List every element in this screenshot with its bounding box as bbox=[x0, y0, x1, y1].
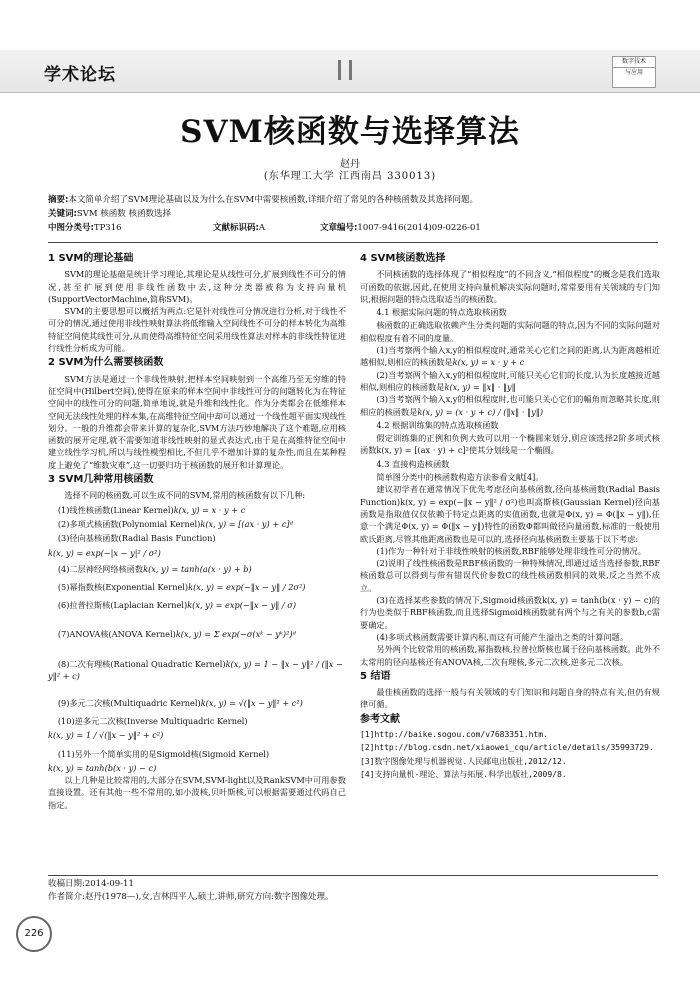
subsection-4-2: 4.2 根据训练集的特点选取核函数 bbox=[376, 419, 499, 430]
kernel-7: (7)ANOVA核(ANOVA Kernel)k(x, y) = Σ exp(−σ(xᵏ − yᵏ)²)ᵈ bbox=[57, 628, 296, 639]
received-date: 收稿日期:2014-09-11 bbox=[48, 879, 134, 889]
affiliation: (东华理工大学 江西南昌 330013) bbox=[263, 171, 437, 182]
reference: [4]支持向量机-理论、算法与拓展.科学出版社,2009/8. bbox=[360, 769, 567, 779]
formula: k(x, y) = tanh(b(x · y) − c) bbox=[48, 762, 157, 773]
paragraph: (3)在选择某些参数的情况下,Sigmoid核函数k(x, y) = tanh(b(x · y) − c)的行为也类似于RBF核函数,而且选择Sigmoid核函数就有两个与之有关的参数b,c需要确定。 bbox=[360, 595, 660, 630]
paragraph: (3)当考察两个输入x,y的相似程度时,也可能只关心它们的幅角而忽略其长度,则相应的核函数是k(x, y) = (x · y + c) / (‖x‖ · ‖y‖) bbox=[360, 394, 660, 417]
logo-bottom: 与应用 bbox=[624, 69, 643, 76]
subsection-4-3: 4.3 直接构造核函数 bbox=[376, 458, 450, 469]
paragraph: 简单图分类中的核函数构造方法参看文献[4]。 bbox=[376, 472, 544, 483]
kernel-4: (4)二层神经网络核函数k(x, y) = tanh(a(x · y) + b) bbox=[57, 563, 252, 574]
paragraph: 建议初学者在通常情况下优先考虑径向基核函数,径向基核函数(Radial Basis Function)k(x, y) = exp(−‖x − y‖² / σ²)也叫高斯核(Gaussian Kernel)径向基函数是指取值仅仅依赖于特定点距离的实值函数,也就是Φ(x, y) = Φ(‖x − y‖),任意一个满足Φ(x, y) = Φ(‖x − y‖)特性的函数Φ都叫做径向量函数,标准的一般使用欧氏距离,尽管其他距离函数也是可以的,选择径向基核函数主要基于以下考虑: bbox=[360, 484, 660, 544]
paper-title: SVM核函数与选择算法 bbox=[180, 114, 520, 150]
doc-label: 文献标识码: bbox=[213, 223, 259, 233]
logo-top: 数字技术 bbox=[613, 57, 655, 68]
formula: k(x, y) = exp(−|x − y|² / σ²) bbox=[48, 547, 161, 558]
paragraph: 以上几种是比较常用的,大部分在SVM,SVM-light以及RankSVM中可用参数直接设置。还有其他一些不常用的,如小波核,贝叶斯核,可以根据需要通过代码自己指定。 bbox=[48, 775, 346, 810]
section-title: 学术论坛 bbox=[44, 65, 116, 85]
paragraph: 核函数的正确选取依赖产生分类问题的实际问题的特点,因为不同的实际问题对相似程度有着不同的度量。 bbox=[360, 320, 660, 343]
formula: k(x, y) = tanh(a(x · y) + b) bbox=[143, 563, 252, 574]
article-number: 1007-9416(2014)09-0226-01 bbox=[357, 223, 481, 233]
abstract-block bbox=[48, 193, 658, 235]
clc-value: TP316 bbox=[93, 223, 122, 233]
right-column bbox=[360, 250, 660, 782]
kernel-2: (2)多项式核函数(Polynomial Kernel)k(x, y) = [(ax · y) + c]ᵈ bbox=[57, 518, 293, 529]
article-label: 文章编号: bbox=[320, 223, 358, 233]
kernel-1: (1)线性核函数(Linear Kernel)k(x, y) = x · y + c bbox=[57, 504, 246, 515]
kernel-11: (11)另外一个简单实用的是Sigmoid核(Sigmoid Kernel) bbox=[57, 748, 270, 759]
section-1-heading: 1 SVM的理论基础 bbox=[48, 253, 134, 264]
paragraph: (2)当考察两个输入x,y的相似程度时,可能只关心它们的长度,认为长度越接近越相似,则相应的核函数是k(x, y) = ‖x‖ · ‖y‖ bbox=[360, 369, 660, 392]
abstract-divider bbox=[48, 242, 658, 243]
keywords-label: 关键词: bbox=[48, 209, 77, 219]
formula: k(x, y) = √(‖x − y‖² + c²) bbox=[200, 697, 303, 708]
reference: [3]数字图像处理与机器视觉.人民邮电出版社,2012/12. bbox=[360, 756, 567, 766]
formula: k(x, y) = x · y + c bbox=[173, 504, 246, 515]
references-heading: 参考文献 bbox=[360, 713, 400, 725]
author-bio: 作者简介:赵丹(1978—),女,吉林四平人,硕士,讲师,研究方向:数字图像处理。 bbox=[48, 892, 334, 902]
left-column bbox=[48, 250, 346, 811]
formula: k(x, y) = exp(−‖x − y‖ / σ) bbox=[187, 600, 297, 611]
paragraph: 选择不同的核函数,可以生成不同的SVM,常用的核函数有以下几种: bbox=[64, 490, 306, 501]
paragraph: 假定训练集的正例和负例大致可以用一个椭圆来划分,则应该选择2阶多项式核函数k(x, y) = [(ax · y) + c]²使其分划线是一个椭圆。 bbox=[360, 433, 660, 456]
paragraph: 另外两个比较常用的核函数,幂指数核,拉普拉斯核也属于径向基核函数。此外不太常用的径向基核还有ANOVA核,二次有理核,多元二次核,逆多元二次核。 bbox=[360, 644, 660, 667]
doc-value: A bbox=[258, 223, 266, 233]
author: 赵丹 bbox=[340, 159, 360, 170]
paragraph: SVM方法是通过一个非线性映射,把样本空间映射到一个高维乃至无穷维的特征空间中(Hilbert空间),使得在原来的样本空间中非线性可分的问题转化为在特征空间中的线性可分的问题,简单地说,就是升维和线性化。作为分类都会在低维样本空间无法线性处理的样本集,在高维特征空间中却可以通过一个线性超平面实现线性划分。一般的升维都会带来计算的复杂化,SVM方法巧妙地解决了这个难题,应用核函数的展开定理,就不需要知道非线性映射的显式表达式,由于是在高维特征空间中建立线性学习机,所以与线性模型相比,不但几乎不增加计算的复杂性,而且在某种程度上避免了“维数灾难”,这一切要归功于核函数的展开和计算理论。 bbox=[48, 373, 346, 470]
paragraph: (1)作为一种针对于非线性映射的核函数,RBF能够处理非线性可分的情况。 bbox=[376, 545, 646, 556]
keywords: SVM 核函数 核函数选择 bbox=[76, 209, 171, 219]
page-number: 226 bbox=[16, 916, 52, 952]
kernel-10: (10)逆多元二次核(Inverse Multiquadric Kernel) bbox=[57, 715, 248, 726]
paragraph: (1)当考察两个输入x,y的相似程度时,通常关心它们之间的距离,认为距离越相近越相似,则相应的核函数是k(x, y) = x · y + c bbox=[360, 345, 660, 368]
paragraph: SVM的主要思想可以概括为两点:它是针对线性可分情况进行分析,对于线性不可分的情况,通过使用非线性映射算法将低维输入空间线性不可分的样本转化为高维特征空间使其线性可分,从而使得高维特征空间采用线性算法对样本的非线性特征进行线性分析成为可能。 bbox=[48, 306, 346, 354]
reference: [2]http://blog.csdn.net/xiaowei_cqu/article/details/35993729. bbox=[360, 743, 654, 753]
clc-label: 中图分类号: bbox=[48, 223, 94, 233]
paragraph: (2)说明了线性核函数是RBF核函数的一种特殊情况,即通过适当选择参数,RBF核函数总可以得到与带有错误代价参数C的线性核函数相同的效果,反之当然不成立。 bbox=[360, 558, 660, 593]
kernel-5: (5)幂指数核(Exponential Kernel)k(x, y) = exp(−‖x − y‖ / 2σ²) bbox=[57, 582, 306, 593]
formula: k(x, y) = 1 − ‖x − y‖² / (‖x − y‖² + c) bbox=[48, 659, 343, 682]
paragraph: (4)多项式核函数需要计算内积,而这有可能产生溢出之类的计算问题。 bbox=[376, 631, 629, 642]
header-bars bbox=[338, 60, 360, 84]
subsection-4-1: 4.1 根据实际问题的特点选取核函数 bbox=[376, 307, 507, 318]
kernel-9: (9)多元二次核(Multiquadric Kernel)k(x, y) = √(‖x − y‖² + c²) bbox=[57, 697, 303, 708]
paragraph: 不同核函数的选择体现了“相似程度”的不同含义,“相似程度”的概念是我们选取可函数的依据,因此,在使用支持向量机解决实际问题时,常常要用有关领域的专门知识,根据问题的特点选取适当的核函数。 bbox=[360, 269, 660, 304]
section-4-heading: 4 SVM核函数选择 bbox=[360, 253, 446, 264]
formula: k(x, y) = ‖x‖ · ‖y‖ bbox=[444, 381, 516, 392]
journal-logo bbox=[612, 56, 656, 88]
kernel-6: (6)拉普拉斯核(Laplacian Kernel)k(x, y) = exp(−‖x − y‖ / σ) bbox=[57, 600, 297, 611]
paragraph: SVM的理论基础是统计学习理论,其理论是从线性可分,扩展到线性不可分的情况,甚至扩展到使用非线性函数中去,这种分类器被称为支持向量机(SupportVectorMachine,简称SVM)。 bbox=[48, 269, 346, 304]
paragraph: 最佳核函数的选择一般与有关领域的专门知识和问题自身的特点有关,但仍有规律可循。 bbox=[360, 687, 660, 710]
formula: k(x, y) = Σ exp(−σ(xᵏ − yᵏ)²)ᵈ bbox=[175, 628, 296, 639]
formula: k(x, y) = x · y + c bbox=[452, 357, 525, 368]
section-5-heading: 5 结语 bbox=[360, 670, 391, 682]
kernel-3: (3)径向基核函数(Radial Basis Function) bbox=[57, 533, 216, 544]
kernel-8: (8)二次有理核(Rational Quadratic Kernel)k(x, y) = 1 − ‖x − y‖² / (‖x − y‖² + c) bbox=[48, 659, 343, 682]
formula: k(x, y) = exp(−‖x − y‖ / 2σ²) bbox=[188, 582, 306, 593]
formula: k(x, y) = (x · y + c) / (‖x‖ · ‖y‖) bbox=[417, 406, 544, 417]
formula: k(x, y) = 1 / √(‖x − y‖² + c²) bbox=[48, 730, 164, 741]
formula: k(x, y) = [(ax · y) + c]ᵈ bbox=[200, 518, 293, 529]
section-3-heading: 3 SVM几种常用核函数 bbox=[48, 474, 154, 486]
abstract-text: 本文简单介绍了SVM理论基础以及为什么在SVM中需要核函数,详细介绍了常见的各种核函数及其选择问题。 bbox=[68, 195, 478, 205]
footnote bbox=[48, 875, 658, 904]
section-2-heading: 2 SVM为什么需要核函数 bbox=[48, 357, 164, 369]
abstract-label: 摘要: bbox=[48, 195, 69, 205]
reference: [1]http://baike.sogou.com/v7683351.htm. bbox=[360, 729, 548, 739]
